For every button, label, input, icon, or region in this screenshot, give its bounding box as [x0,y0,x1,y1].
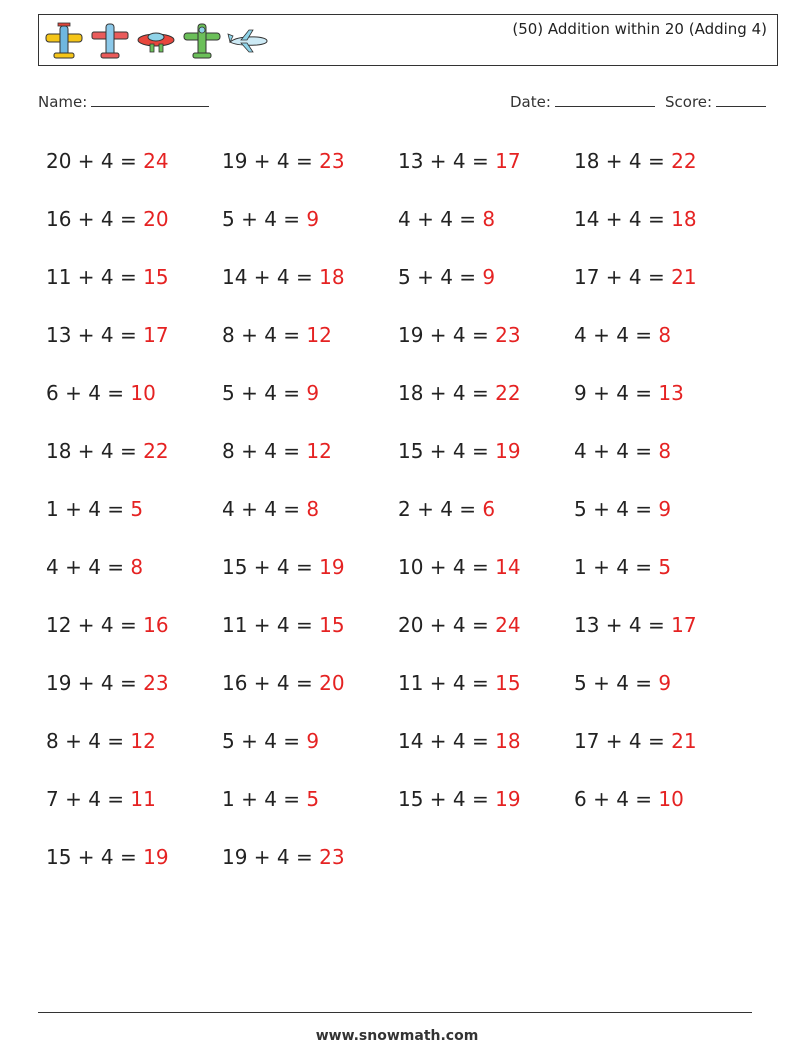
problem-answer: 5 [658,555,672,579]
problem-item [46,662,222,720]
problem-question: 5 + 4 = [574,671,659,695]
problem-question: 1 + 4 = [46,497,131,521]
problem-question: 9 + 4 = [574,381,659,405]
problem-answer: 9 [482,265,496,289]
problem-item [222,488,398,546]
problem-question: 19 + 4 = [222,845,320,869]
problem-question: 1 + 4 = [574,555,659,579]
problem-item [398,140,574,198]
problem-question: 4 + 4 = [574,439,659,463]
problem-answer: 12 [306,439,332,463]
problem-answer: 6 [482,497,496,521]
problem-answer: 9 [306,729,320,753]
problem-question: 14 + 4 = [574,207,672,231]
problem-answer: 15 [143,265,169,289]
problem-question: 5 + 4 = [574,497,659,521]
score-line[interactable] [716,92,766,107]
problem-question: 14 + 4 = [398,729,496,753]
problem-question: 11 + 4 = [398,671,496,695]
problem-answer: 14 [495,555,521,579]
problem-item [46,836,222,894]
problem-item [574,546,750,604]
problem-question: 19 + 4 = [222,149,320,173]
problem-question: 13 + 4 = [46,323,144,347]
problem-question: 13 + 4 = [574,613,672,637]
problem-question: 18 + 4 = [574,149,672,173]
problem-item [222,778,398,836]
problem-item [398,198,574,256]
problem-item [46,430,222,488]
problem-answer: 8 [658,439,672,463]
problem-item [574,140,750,198]
problem-item [222,720,398,778]
problem-answer: 18 [319,265,345,289]
problem-answer: 23 [143,671,169,695]
header-box [38,14,778,66]
problem-item [222,198,398,256]
problem-question: 19 + 4 = [398,323,496,347]
problem-answer: 23 [319,845,345,869]
yellow-plane-icon [43,20,85,62]
problem-answer: 23 [319,149,345,173]
problem-answer: 23 [495,323,521,347]
problem-question: 17 + 4 = [574,729,672,753]
problem-question: 1 + 4 = [222,787,307,811]
score-label: Score: [665,93,713,111]
problem-answer: 10 [658,787,684,811]
date-field[interactable] [510,92,655,111]
name-label: Name: [38,93,88,111]
problem-answer: 8 [306,497,320,521]
problem-row [46,256,766,314]
footer-divider [38,1012,752,1013]
problem-answer: 17 [143,323,169,347]
problem-answer: 24 [495,613,521,637]
problem-item [222,836,398,894]
problem-answer: 16 [143,613,169,637]
green-plane-icon [181,20,223,62]
problem-row [46,662,766,720]
problem-item [574,314,750,372]
problem-item [398,430,574,488]
problem-answer: 22 [495,381,521,405]
problem-question: 10 + 4 = [398,555,496,579]
problem-question: 11 + 4 = [222,613,320,637]
problem-question: 15 + 4 = [46,845,144,869]
problem-answer: 20 [319,671,345,695]
problem-answer: 12 [306,323,332,347]
problem-answer: 5 [306,787,320,811]
problem-answer: 13 [658,381,684,405]
problem-question: 6 + 4 = [46,381,131,405]
problem-answer: 22 [671,149,697,173]
problem-answer: 22 [143,439,169,463]
problem-row [46,604,766,662]
problem-question: 5 + 4 = [222,381,307,405]
problem-question: 2 + 4 = [398,497,483,521]
problem-answer: 20 [143,207,169,231]
problem-item [46,314,222,372]
problem-item [574,604,750,662]
problem-question: 7 + 4 = [46,787,131,811]
red-green-plane-icon [135,20,177,62]
problem-row [46,488,766,546]
problem-answer: 10 [130,381,156,405]
worksheet-title: (50) Addition within 20 (Adding 4) [512,20,767,38]
problem-answer: 15 [319,613,345,637]
problem-item [574,662,750,720]
problem-answer: 18 [671,207,697,231]
problem-answer: 15 [495,671,521,695]
problem-item [398,720,574,778]
problem-answer: 5 [130,497,144,521]
problem-row [46,778,766,836]
problem-item [398,372,574,430]
problem-question: 6 + 4 = [574,787,659,811]
problem-question: 17 + 4 = [574,265,672,289]
problem-answer: 19 [495,787,521,811]
problem-answer: 17 [671,613,697,637]
problem-question: 4 + 4 = [46,555,131,579]
problem-question: 14 + 4 = [222,265,320,289]
problem-item [46,720,222,778]
problem-question: 16 + 4 = [46,207,144,231]
problem-item [222,604,398,662]
problem-item [398,314,574,372]
problem-item [46,198,222,256]
problem-question: 5 + 4 = [222,729,307,753]
problem-question: 4 + 4 = [574,323,659,347]
problem-question: 20 + 4 = [398,613,496,637]
problem-answer: 19 [319,555,345,579]
problem-item [222,256,398,314]
problem-question: 15 + 4 = [398,787,496,811]
problem-row [46,430,766,488]
problem-item [398,662,574,720]
problem-item [46,256,222,314]
problem-item [398,488,574,546]
problem-answer: 19 [495,439,521,463]
problem-answer: 9 [658,497,672,521]
problem-question: 8 + 4 = [222,323,307,347]
red-plane-icon [89,20,131,62]
problem-row [46,720,766,778]
problem-question: 13 + 4 = [398,149,496,173]
footer-url[interactable]: www.snowmath.com [315,1028,479,1044]
problem-question: 5 + 4 = [222,207,307,231]
problem-question: 20 + 4 = [46,149,144,173]
problem-row [46,372,766,430]
date-label: Date: [510,93,551,111]
problem-item [574,430,750,488]
problem-item [574,720,750,778]
problem-answer: 9 [306,207,320,231]
problem-item [46,372,222,430]
problem-item [222,140,398,198]
problem-item [574,256,750,314]
problem-question: 15 + 4 = [222,555,320,579]
problem-answer: 24 [143,149,169,173]
problem-answer: 9 [306,381,320,405]
blue-jet-icon [227,20,269,62]
problem-row [46,836,766,894]
name-field[interactable] [38,92,209,111]
problem-item [574,372,750,430]
problem-item [222,372,398,430]
problem-item [222,662,398,720]
problem-answer: 18 [495,729,521,753]
problem-answer: 17 [495,149,521,173]
problem-item [46,140,222,198]
problem-answer: 21 [671,729,697,753]
problem-item [398,256,574,314]
problem-answer: 9 [658,671,672,695]
problem-answer: 8 [658,323,672,347]
problem-item [46,778,222,836]
problem-question: 16 + 4 = [222,671,320,695]
problem-item [574,198,750,256]
problem-item [398,546,574,604]
problem-item [222,314,398,372]
problem-item [574,778,750,836]
problem-answer: 8 [482,207,496,231]
problem-item [574,488,750,546]
problem-item [222,430,398,488]
name-line[interactable] [91,92,209,107]
problems-grid [46,140,766,894]
problem-answer: 8 [130,555,144,579]
problem-question: 11 + 4 = [46,265,144,289]
problem-item [46,604,222,662]
problem-item [46,546,222,604]
problem-question: 12 + 4 = [46,613,144,637]
score-field[interactable] [665,92,766,111]
problem-question: 8 + 4 = [222,439,307,463]
problem-item [46,488,222,546]
problem-answer: 21 [671,265,697,289]
problem-question: 15 + 4 = [398,439,496,463]
problem-question: 4 + 4 = [222,497,307,521]
problem-answer: 11 [130,787,156,811]
problem-question: 5 + 4 = [398,265,483,289]
problem-row [46,198,766,256]
plane-icons [43,19,269,63]
problem-question: 4 + 4 = [398,207,483,231]
date-line[interactable] [555,92,655,107]
problem-item [398,778,574,836]
problem-answer: 12 [130,729,156,753]
problem-row [46,140,766,198]
problem-answer: 19 [143,845,169,869]
problem-item [398,604,574,662]
problem-question: 18 + 4 = [46,439,144,463]
problem-row [46,314,766,372]
problem-question: 19 + 4 = [46,671,144,695]
problem-item [222,546,398,604]
problem-row [46,546,766,604]
problem-question: 8 + 4 = [46,729,131,753]
problem-question: 18 + 4 = [398,381,496,405]
